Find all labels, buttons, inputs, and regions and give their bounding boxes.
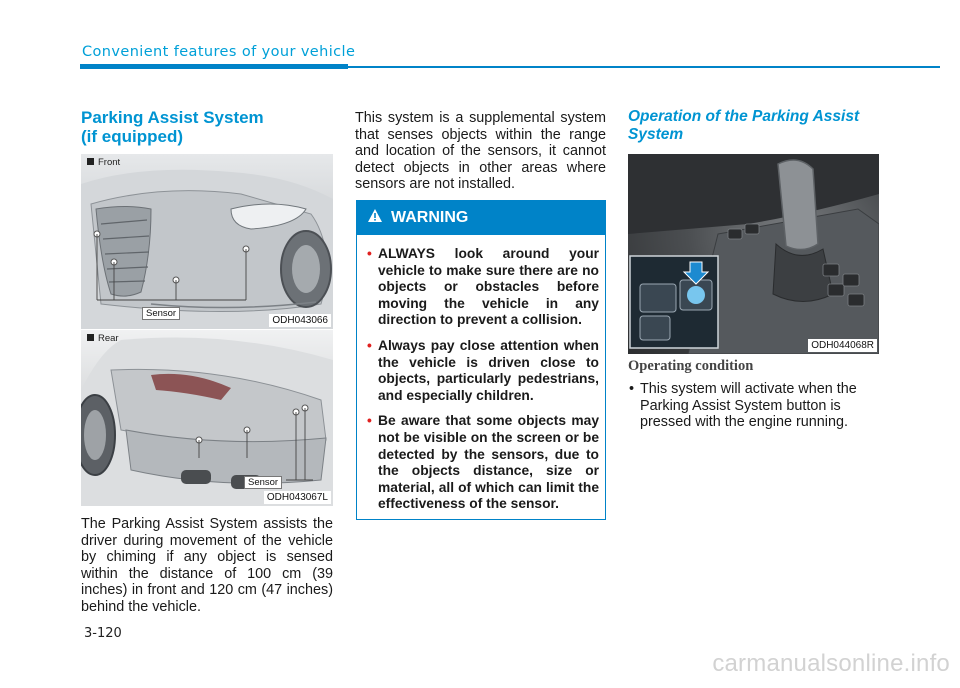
- warning-triangle-icon: [367, 208, 383, 228]
- front-sensor-label: Sensor: [142, 307, 180, 320]
- console-figure-code: ODH044068R: [808, 339, 877, 352]
- rear-sensor-label: Sensor: [244, 476, 282, 489]
- section-title: Convenient features of your vehicle: [82, 44, 356, 60]
- intro-paragraph: The Parking Assist System assists the driver during movement of the vehicle by chiming if any object is sensed within the distance of 100 cm (39 inches) in front and 120 cm (47 inches) behind the vehicle.: [81, 516, 333, 615]
- parking-assist-heading: [81, 108, 331, 146]
- page-number: 3-120: [84, 626, 122, 641]
- supplemental-paragraph: This system is a supplemental system that senses objects within the range and location of the sensors, it cannot detect objects in other areas where sensors are not installed.: [355, 110, 606, 193]
- warning-item: • Always pay close attention when the vehicle is driven close to objects, particularly pedestrians, and especially children.: [367, 337, 599, 403]
- operation-heading-line-1: Operation of the Parking Assist: [628, 108, 860, 125]
- warning-header: [357, 201, 605, 235]
- rear-sensor-figure: [81, 330, 333, 506]
- operating-condition-heading: Operating condition: [628, 358, 754, 374]
- front-sensor-figure: [81, 154, 333, 329]
- header-rule-accent: [80, 64, 348, 69]
- heading-line-1: Parking Assist System: [81, 108, 264, 127]
- warning-title: WARNING: [391, 209, 469, 226]
- front-figure-code: ODH043066: [269, 314, 331, 327]
- operating-condition-item: • This system will activate when the Parking Assist System button is pressed with the engine running.: [629, 381, 857, 431]
- watermark: carmanualsonline.info: [712, 650, 950, 677]
- operation-heading-line-2: System: [628, 126, 684, 143]
- warning-box: [356, 200, 606, 520]
- operating-condition-list: [628, 381, 880, 431]
- warning-list: [357, 235, 605, 513]
- rear-figure-tag: Rear: [87, 333, 119, 344]
- warning-item: • ALWAYS look around your vehicle to make sure there are no objects or obstacles before moving the vehicle in any direction to prevent a collision.: [367, 246, 599, 328]
- heading-line-2: (if equipped): [81, 127, 183, 146]
- warning-item: • Be aware that some objects may not be visible on the screen or be detected by the sensors, due to the objects distance, size or material, all of which can limit the effectiveness of the sensor.: [367, 413, 599, 512]
- header-rule: [348, 66, 940, 68]
- front-car-illustration: [81, 154, 333, 329]
- operation-heading: [628, 108, 880, 144]
- front-figure-tag: Front: [87, 157, 120, 168]
- rear-car-illustration: [81, 330, 333, 506]
- console-button-figure: [628, 154, 879, 354]
- console-illustration: [628, 154, 879, 354]
- rear-figure-code: ODH043067L: [264, 491, 331, 504]
